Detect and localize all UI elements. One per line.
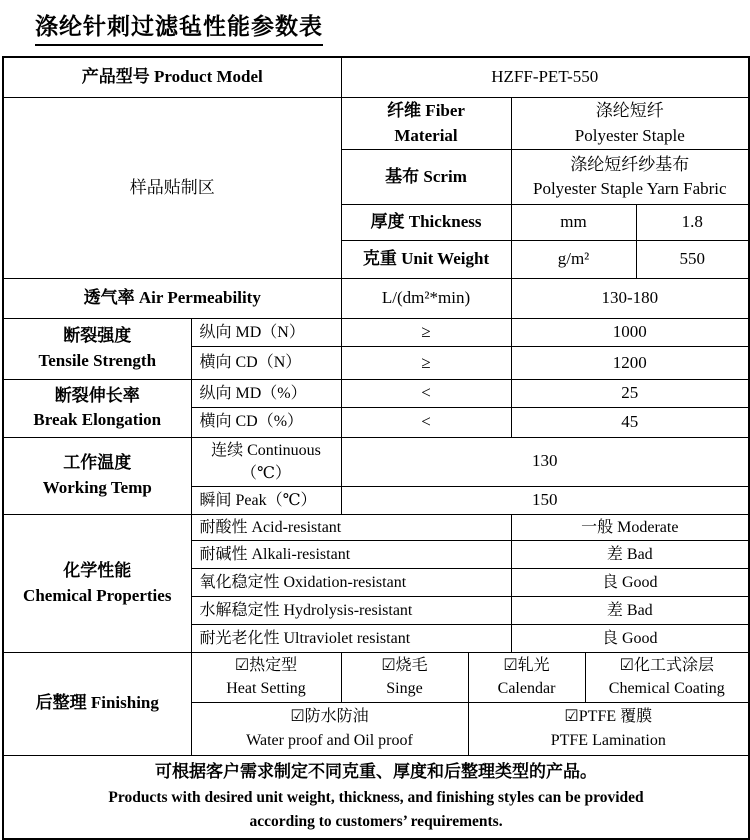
checkbox-checked-icon: ☑烧毛: [381, 657, 428, 675]
finishing-heat-setting: ☑热定型 Heat Setting: [191, 653, 341, 702]
working-temp-peak-label: 瞬间 Peak（℃）: [191, 486, 341, 514]
elongation-cd-operator: <: [341, 407, 511, 437]
scrim-label: 基布 Scrim: [341, 150, 511, 205]
scrim-value-en: Polyester Staple Yarn Fabric: [532, 179, 727, 199]
tensile-cd-value: 1200: [511, 346, 749, 379]
unit-weight-value: 550: [636, 241, 749, 279]
finishing-label: 后整理 Finishing: [3, 653, 191, 755]
fiber-label-en: Material: [394, 125, 458, 145]
finishing-calendar: ☑轧光 Calendar: [468, 653, 585, 702]
page-title: 涤纶针刺过滤毡性能参数表: [35, 8, 323, 46]
elongation-cd-direction: 横向 CD（%）: [191, 407, 341, 437]
chemical-hydrolysis-rating: 差 Bad: [511, 597, 749, 625]
table-row: [3, 437, 749, 486]
finishing-waterproof: ☑防水防油 Water proof and Oil proof: [191, 702, 468, 755]
chemical-hydrolysis-name: 水解稳定性 Hydrolysis-resistant: [191, 597, 511, 625]
product-model-value: HZFF-PET-550: [341, 57, 749, 98]
chemical-acid-name: 耐酸性 Acid-resistant: [191, 514, 511, 540]
table-row: [3, 279, 749, 319]
chemical-alkali-name: 耐碱性 Alkali-resistant: [191, 541, 511, 569]
checkbox-checked-icon: ☑化工式涂层: [619, 657, 714, 675]
checkbox-checked-icon: ☑PTFE 覆膜: [564, 708, 653, 726]
tensile-md-operator: ≥: [341, 319, 511, 347]
tensile-md-value: 1000: [511, 319, 749, 347]
checkbox-checked-icon: ☑防水防油: [290, 708, 369, 726]
thickness-unit: mm: [511, 205, 636, 241]
break-elongation-label: 断裂伸长率 Break Elongation: [3, 379, 191, 437]
footer-note-en2: according to customers’ requirements.: [249, 812, 503, 830]
sample-area-cell: 样品贴制区: [3, 98, 341, 279]
table-row: [3, 514, 749, 540]
fiber-value-en: Polyester Staple: [574, 125, 685, 145]
chemical-uv-rating: 良 Good: [511, 625, 749, 653]
chemical-uv-name: 耐光老化性 Ultraviolet resistant: [191, 625, 511, 653]
tensile-cd-operator: ≥: [341, 346, 511, 379]
fiber-value: [511, 98, 749, 150]
chemical-alkali-rating: 差 Bad: [511, 541, 749, 569]
table-row: [3, 653, 749, 702]
tensile-strength-label: 断裂强度 Tensile Strength: [3, 319, 191, 380]
table-row: [3, 319, 749, 347]
table-row: [3, 379, 749, 407]
elongation-cd-value: 45: [511, 407, 749, 437]
checkbox-checked-icon: ☑轧光: [503, 657, 550, 675]
working-temp-peak-value: 150: [341, 486, 749, 514]
elongation-md-value: 25: [511, 379, 749, 407]
unit-weight-unit: g/m²: [511, 241, 636, 279]
table-row: [3, 57, 749, 98]
footer-note-en1: Products with desired unit weight, thickness, and finishing styles can be provided: [108, 788, 644, 806]
product-model-label: 产品型号 Product Model: [3, 57, 341, 98]
scrim-value-zh: 涤纶短纤纱基布: [570, 154, 690, 174]
tensile-md-direction: 纵向 MD（N）: [191, 319, 341, 347]
chemical-acid-rating: 一般 Moderate: [511, 514, 749, 540]
thickness-value: 1.8: [636, 205, 749, 241]
fiber-label: [341, 98, 511, 150]
air-permeability-value: 130-180: [511, 279, 749, 319]
finishing-chemical-coating: ☑化工式涂层 Chemical Coating: [585, 653, 749, 702]
chemical-oxidation-name: 氧化稳定性 Oxidation-resistant: [191, 569, 511, 597]
spec-table: [2, 56, 750, 840]
fiber-label-zh: 纤维 Fiber: [387, 101, 465, 120]
table-row: [3, 755, 749, 839]
fiber-value-zh: 涤纶短纤: [595, 101, 664, 120]
tensile-cd-direction: 横向 CD（N）: [191, 346, 341, 379]
unit-weight-label: 克重 Unit Weight: [341, 241, 511, 279]
working-temp-continuous-label: 连续 Continuous （℃）: [191, 437, 341, 486]
table-row: [3, 98, 749, 150]
checkbox-checked-icon: ☑热定型: [234, 657, 298, 675]
scrim-value: [511, 150, 749, 205]
elongation-md-operator: <: [341, 379, 511, 407]
finishing-ptfe: ☑PTFE 覆膜 PTFE Lamination: [468, 702, 749, 755]
chemical-oxidation-rating: 良 Good: [511, 569, 749, 597]
chemical-properties-label: 化学性能 Chemical Properties: [3, 514, 191, 652]
air-permeability-unit: L/(dm²*min): [341, 279, 511, 319]
working-temp-label: 工作温度 Working Temp: [3, 437, 191, 514]
elongation-md-direction: 纵向 MD（%）: [191, 379, 341, 407]
working-temp-continuous-value: 130: [341, 437, 749, 486]
finishing-singe: ☑烧毛 Singe: [341, 653, 468, 702]
thickness-label: 厚度 Thickness: [341, 205, 511, 241]
footer-note: [3, 755, 749, 839]
footer-note-zh: 可根据客户需求制定不同克重、厚度和后整理类型的产品。: [155, 762, 598, 782]
air-permeability-label: 透气率 Air Permeability: [3, 279, 341, 319]
